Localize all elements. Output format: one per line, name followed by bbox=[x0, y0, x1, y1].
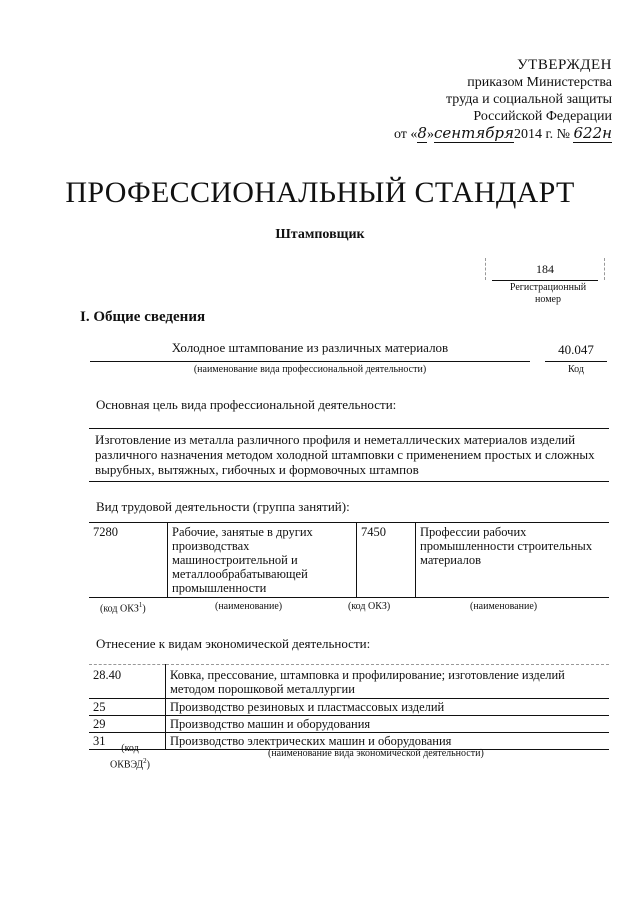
okz-name-1-line3: машиностроительной и bbox=[172, 553, 298, 567]
okz-name-caption-2: (наименование) bbox=[470, 601, 538, 612]
okz-name-1-line2: производствах bbox=[172, 539, 250, 553]
okved-name: Производство машин и оборудования bbox=[170, 717, 371, 731]
okved-name bbox=[166, 665, 610, 699]
okz-name-1-line1: Рабочие, занятые в других bbox=[172, 525, 313, 539]
okz-caption-text: (код ОКЗ bbox=[100, 603, 139, 615]
okz-name-1 bbox=[168, 523, 357, 598]
section-heading: I. Общие сведения bbox=[80, 309, 206, 325]
okved-name: Производство электрических машин и оборудования bbox=[170, 734, 452, 748]
code-caption: Код bbox=[568, 364, 584, 375]
okz-code-1: 7280 bbox=[89, 523, 168, 598]
table-row bbox=[89, 716, 609, 733]
goal-label: Основная цель вида профессиональной деятельности: bbox=[96, 397, 397, 412]
approval-title: УТВЕРЖДЕН bbox=[517, 57, 612, 73]
document-title: ПРОФЕССИОНАЛЬНЫЙ СТАНДАРТ bbox=[65, 176, 575, 209]
registration-caption-line1: Регистрационный bbox=[509, 282, 587, 293]
okz-code-caption bbox=[100, 601, 146, 614]
goal-text-line3: вырубных, вытяжных, гибочных и формовочных штампов bbox=[95, 462, 419, 477]
registration-number-box bbox=[485, 258, 605, 280]
approval-ministry-line: труда и социальной защиты bbox=[446, 92, 612, 107]
activity-caption: (наименование вида профессиональной деятельности) bbox=[193, 364, 427, 375]
registration-caption bbox=[498, 282, 598, 306]
date-year: 2014 г. № bbox=[513, 127, 570, 142]
approval-date-line bbox=[392, 125, 612, 143]
table-row bbox=[89, 733, 609, 750]
goal-text bbox=[89, 429, 609, 477]
okved-code: 25 bbox=[89, 699, 166, 716]
profession-name: Штамповщик bbox=[275, 227, 365, 242]
okved-caption-abbr: ОКВЭД bbox=[110, 759, 144, 771]
table-row bbox=[89, 665, 609, 699]
okz-name-2-line3: материалов bbox=[420, 553, 482, 567]
okz-name-1-line4: металлообрабатывающей bbox=[172, 567, 308, 581]
okved-code-caption bbox=[100, 743, 160, 771]
okved-name-caption: (наименование вида экономической деятельности) bbox=[268, 748, 484, 759]
registration-caption-line2: номер bbox=[535, 294, 561, 305]
okved-name: Производство резиновых и пластмассовых изделий bbox=[170, 700, 445, 714]
occupation-table bbox=[89, 522, 609, 598]
approval-country-line: Российской Федерации bbox=[473, 109, 612, 124]
date-month: сентября bbox=[433, 124, 514, 142]
okz-footnote-1: 1 bbox=[138, 601, 143, 609]
okved-name-line2: методом порошковой металлургии bbox=[170, 682, 355, 696]
okz-name-2 bbox=[416, 523, 610, 598]
date-mid: » bbox=[426, 127, 434, 142]
okz-name-2-line2: промышленности строительных bbox=[420, 539, 593, 553]
okved-footnote-2: 2 bbox=[143, 757, 147, 765]
okved-code: 31 bbox=[89, 733, 166, 750]
goal-box bbox=[89, 428, 609, 482]
approval-order-line: приказом Министерства bbox=[467, 75, 612, 90]
okved-caption-line1: (код bbox=[121, 743, 139, 754]
activity-code-underline bbox=[545, 361, 607, 362]
economic-activity-table bbox=[89, 664, 609, 750]
okved-caption-close: ) bbox=[146, 759, 150, 771]
table-row bbox=[89, 699, 609, 716]
table-row bbox=[89, 523, 609, 598]
okz-caption-close: ) bbox=[142, 603, 146, 615]
occupation-group-label: Вид трудовой деятельности (группа занятий): bbox=[96, 499, 350, 514]
date-prefix: от « bbox=[393, 127, 418, 142]
goal-text-line1: Изготовление из металла различного профиля и неметаллических материалов изделий bbox=[95, 432, 576, 447]
okz-name-2-line1: Профессии рабочих bbox=[420, 525, 527, 539]
okved-name-line1: Ковка, прессование, штамповка и профилирование; изготовление изделий bbox=[170, 668, 565, 682]
okved-caption-line2 bbox=[100, 755, 160, 771]
activity-code: 40.047 bbox=[558, 342, 594, 357]
order-number: 622н bbox=[573, 124, 612, 142]
activity-name: Холодное штампование из различных материалов bbox=[171, 340, 449, 355]
approval-block bbox=[392, 57, 612, 143]
registration-number: 184 bbox=[492, 258, 598, 281]
okz-name-caption-1: (наименование) bbox=[215, 601, 283, 612]
okved-code: 28.40 bbox=[89, 665, 166, 699]
okz-code-caption-2: (код ОКЗ) bbox=[348, 601, 391, 612]
date-day: 8 bbox=[417, 124, 427, 142]
okz-code-2: 7450 bbox=[357, 523, 416, 598]
okved-code: 29 bbox=[89, 716, 166, 733]
activity-name-underline bbox=[90, 361, 530, 362]
goal-text-line2: различного назначения методом холодной штамповки с применением простых и сложных bbox=[95, 447, 595, 462]
okz-name-1-line5: промышленности bbox=[172, 581, 267, 595]
economic-activity-label: Отнесение к видам экономической деятельности: bbox=[96, 636, 371, 651]
